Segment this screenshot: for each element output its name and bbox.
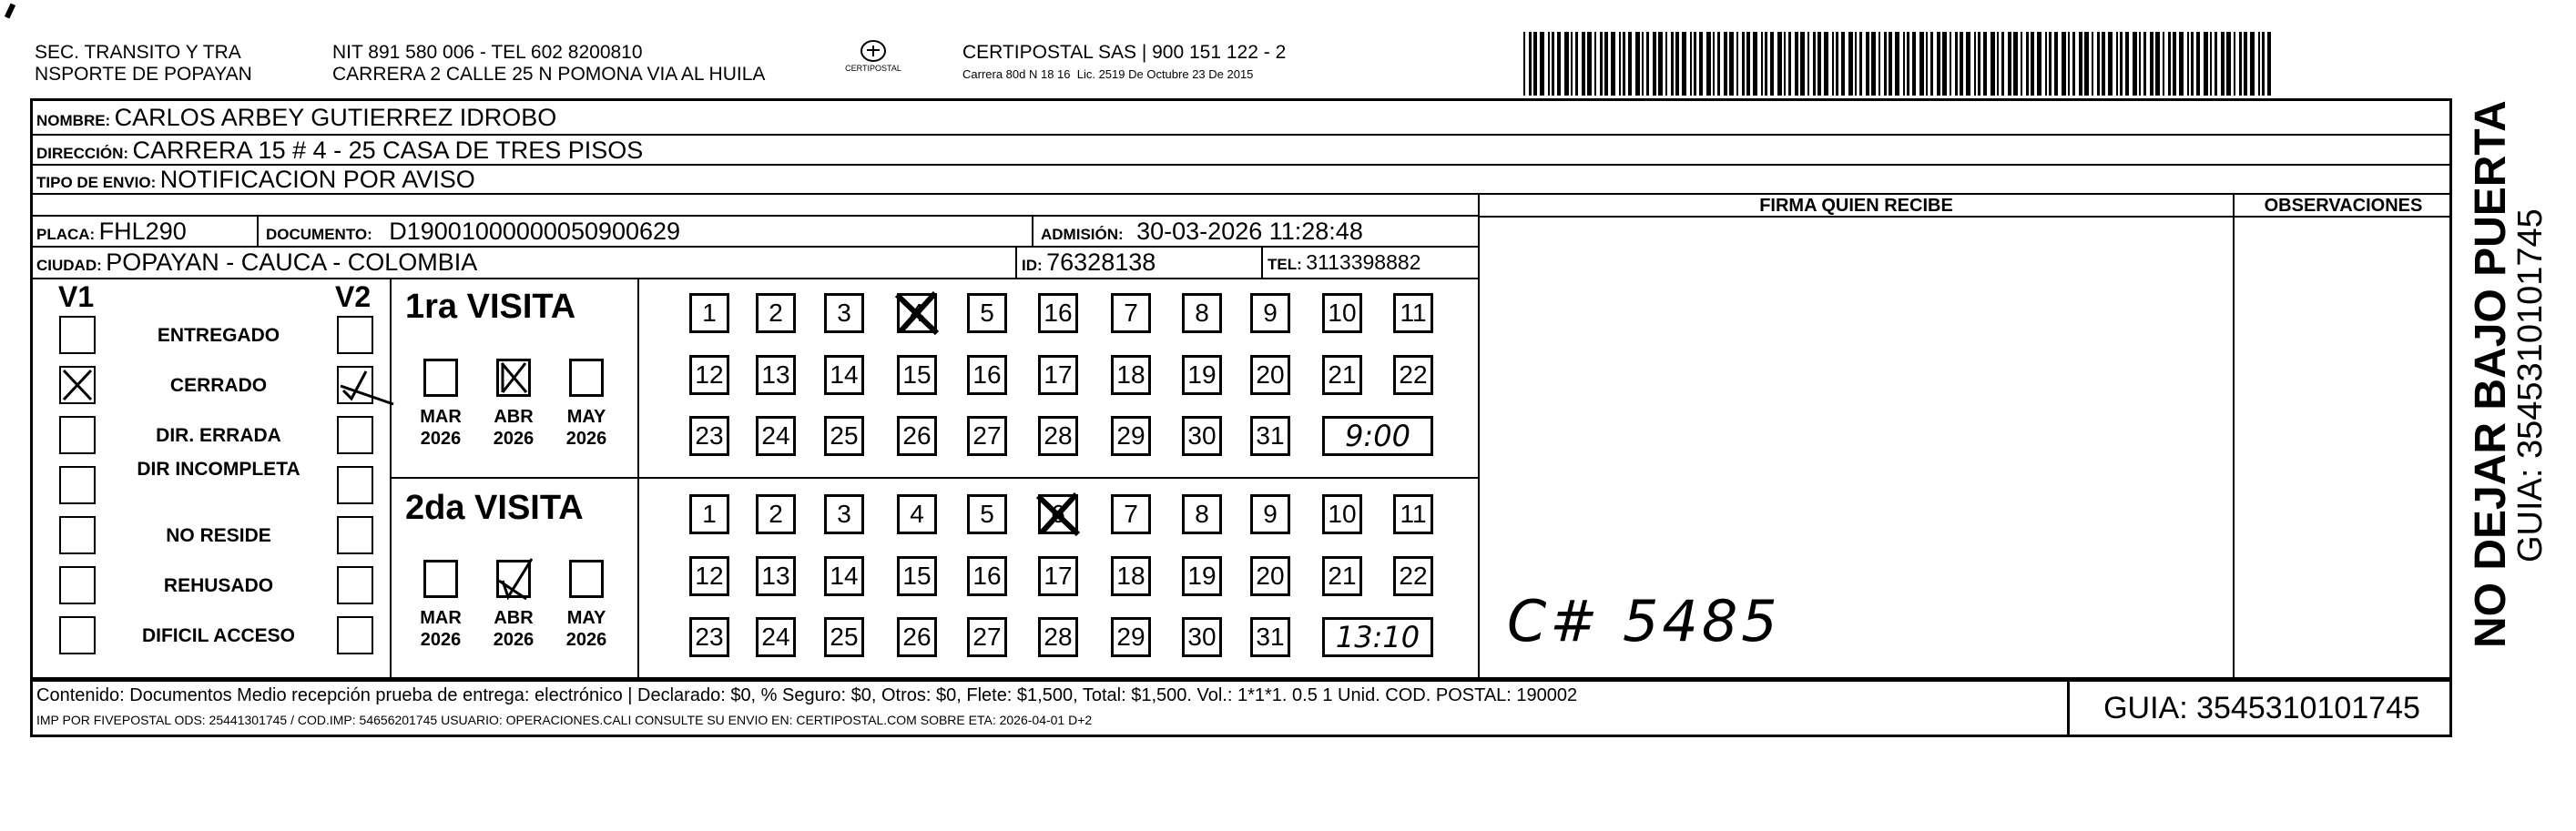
day-box[interactable]: 7: [1111, 494, 1151, 534]
company-line-2: Carrera 80d N 18 16 Lic. 2519 De Octubre 23 De 2015: [962, 67, 1254, 81]
status-label: NO RESIDE: [166, 525, 271, 546]
direccion-label: DIRECCIÓN:: [36, 145, 129, 162]
month-checkbox[interactable]: [569, 359, 604, 397]
v2-checkbox[interactable]: [337, 466, 373, 504]
day-box[interactable]: 8: [1182, 293, 1222, 333]
id-value: 76328138: [1046, 248, 1156, 276]
month-label: MAR: [420, 608, 462, 628]
year-label: 2026: [565, 429, 607, 449]
v2-label: V2: [335, 280, 372, 313]
corner-mark: [5, 3, 15, 18]
ciudad-value: POPAYAN - CAUCA - COLOMBIA: [106, 248, 478, 276]
logo-text: CERTIPOSTAL: [845, 64, 901, 73]
month-checkbox[interactable]: [569, 560, 604, 598]
nombre-label: NOMBRE:: [36, 112, 111, 129]
sender-line-1: SEC. TRANSITO Y TRA: [35, 42, 241, 63]
time-box[interactable]: 13:10: [1322, 617, 1433, 657]
day-box[interactable]: 11: [1393, 293, 1433, 333]
day-box[interactable]: 22: [1393, 355, 1433, 395]
month-label: MAR: [420, 407, 462, 427]
day-box[interactable]: 20: [1250, 556, 1290, 596]
day-box[interactable]: 16: [967, 355, 1007, 395]
month-checkbox[interactable]: [496, 359, 531, 397]
x-mark-icon: [499, 361, 528, 394]
month-checkbox[interactable]: [496, 560, 531, 598]
day-box[interactable]: 9: [1250, 494, 1290, 534]
v2-checkbox[interactable]: [337, 566, 373, 604]
day-box[interactable]: 10: [1322, 293, 1362, 333]
day-box[interactable]: 13: [756, 556, 796, 596]
direccion-value: CARRERA 15 # 4 - 25 CASA DE TRES PISOS: [132, 137, 644, 164]
day-box[interactable]: 18: [1111, 355, 1151, 395]
day-box[interactable]: 10: [1322, 494, 1362, 534]
day-box[interactable]: 7: [1111, 293, 1151, 333]
day-box[interactable]: 23: [689, 617, 729, 657]
day-box[interactable]: 27: [967, 416, 1007, 456]
day-box[interactable]: 18: [1111, 556, 1151, 596]
status-label: DIR. ERRADA: [156, 425, 281, 446]
day-box[interactable]: 25: [824, 617, 864, 657]
day-box[interactable]: 3: [824, 293, 864, 333]
day-box[interactable]: 5: [967, 494, 1007, 534]
nombre-value: CARLOS ARBEY GUTIERREZ IDROBO: [114, 104, 557, 131]
nit-line-2: CARRERA 2 CALLE 25 N POMONA VIA AL HUILA: [332, 64, 766, 85]
v2-checkbox[interactable]: [337, 366, 373, 404]
day-box[interactable]: 17: [1038, 355, 1078, 395]
ciudad-label: CIUDAD:: [36, 257, 102, 274]
day-box[interactable]: 8: [1182, 494, 1222, 534]
v2-checkbox[interactable]: [337, 616, 373, 654]
day-box[interactable]: 20: [1250, 355, 1290, 395]
v2-checkbox[interactable]: [337, 316, 373, 354]
day-box[interactable]: 29: [1111, 617, 1151, 657]
day-box[interactable]: 12: [689, 355, 729, 395]
day-box[interactable]: 17: [1038, 556, 1078, 596]
day-box[interactable]: 19: [1182, 556, 1222, 596]
year-label: 2026: [565, 630, 607, 650]
day-box[interactable]: 24: [756, 617, 796, 657]
day-box[interactable]: 30: [1182, 617, 1222, 657]
placa-label: PLACA:: [36, 226, 96, 243]
day-box[interactable]: 22: [1393, 556, 1433, 596]
nit-line-1: NIT 891 580 006 - TEL 602 8200810: [332, 42, 643, 63]
day-box[interactable]: 16: [1038, 293, 1078, 333]
day-box[interactable]: 6: [1038, 494, 1078, 534]
admision-value: 30-03-2026 11:28:48: [1136, 218, 1363, 245]
day-box[interactable]: 1: [689, 494, 729, 534]
time-box[interactable]: 9:00: [1322, 416, 1433, 456]
year-label: 2026: [493, 630, 535, 650]
tel-label: TEL:: [1268, 256, 1302, 273]
day-box[interactable]: 19: [1182, 355, 1222, 395]
day-box[interactable]: 21: [1322, 556, 1362, 596]
v2-checkbox[interactable]: [337, 516, 373, 554]
status-label: DIR INCOMPLETA: [137, 459, 300, 480]
day-box[interactable]: 29: [1111, 416, 1151, 456]
footer-guia: GUIA: 3545310101745: [2103, 691, 2420, 725]
status-label: REHUSADO: [163, 575, 274, 596]
day-box[interactable]: 26: [897, 416, 937, 456]
month-label: ABR: [494, 608, 534, 628]
month-checkbox[interactable]: [423, 359, 458, 397]
v1-checkbox[interactable]: [59, 466, 96, 504]
v1-label: V1: [58, 280, 95, 313]
id-label: ID:: [1022, 257, 1043, 274]
visit-title: 2da VISITA: [405, 489, 584, 527]
month-checkbox[interactable]: [423, 560, 458, 598]
documento-label: DOCUMENTO:: [266, 226, 372, 243]
year-label: 2026: [420, 429, 462, 449]
day-box[interactable]: 27: [967, 617, 1007, 657]
day-box[interactable]: 3: [824, 494, 864, 534]
month-label: MAY: [566, 407, 606, 427]
barcode: [1523, 32, 2272, 96]
day-box[interactable]: 21: [1322, 355, 1362, 395]
day-box[interactable]: 15: [897, 355, 937, 395]
visit-title: 1ra VISITA: [405, 288, 576, 326]
day-box[interactable]: 15: [897, 556, 937, 596]
observaciones-label: OBSERVACIONES: [2264, 196, 2423, 216]
tipo-label: TIPO DE ENVIO:: [36, 174, 157, 191]
tel-value: 3113398882: [1306, 250, 1421, 274]
day-box[interactable]: 2: [756, 494, 796, 534]
day-box[interactable]: 14: [824, 556, 864, 596]
day-box[interactable]: 4: [897, 293, 937, 333]
day-box[interactable]: 12: [689, 556, 729, 596]
day-box[interactable]: 2: [756, 293, 796, 333]
placa-value: FHL290: [98, 218, 187, 245]
day-box[interactable]: 28: [1038, 617, 1078, 657]
v1-checkbox[interactable]: [59, 566, 96, 604]
month-label: ABR: [494, 407, 534, 427]
v1-checkbox[interactable]: [59, 366, 96, 404]
day-box[interactable]: 23: [689, 416, 729, 456]
footer-line-2: IMP POR FIVEPOSTAL ODS: 25441301745 / COD.IMP: 54656201745 USUARIO: OPERACIONES.CALI CONSULTE SU ENVIO EN: CERTIPOSTAL.COM SOBRE ETA: 2026-04-01 D+2: [36, 713, 1093, 727]
vertical-warning: NO DEJAR BAJO PUERTA: [2467, 100, 2515, 648]
day-box[interactable]: 14: [824, 355, 864, 395]
day-box[interactable]: 31: [1250, 617, 1290, 657]
vertical-guia: GUIA: 3545310101745: [2511, 208, 2550, 562]
footer-line-1: Contenido: Documentos Medio recepción prueba de entrega: electrónico | Declarado: $0, % Seguro: $0, Otros: $0, Flete: $1,500, Total: $1,500. Vol.: 1*1*1. 0.5 1 Unid. COD. POSTAL: 190002: [36, 685, 1578, 705]
v1-checkbox[interactable]: [59, 616, 96, 654]
day-box[interactable]: 26: [897, 617, 937, 657]
day-box[interactable]: 4: [897, 494, 937, 534]
status-label: CERRADO: [169, 375, 268, 396]
handwritten-note: C# 5485: [1507, 588, 1781, 654]
x-mark-icon: [499, 562, 539, 601]
day-box[interactable]: 31: [1250, 416, 1290, 456]
month-label: MAY: [566, 608, 606, 628]
day-box[interactable]: 11: [1393, 494, 1433, 534]
sender-line-2: NSPORTE DE POPAYAN: [35, 64, 252, 85]
status-label: ENTREGADO: [157, 325, 280, 346]
day-box[interactable]: 9: [1250, 293, 1290, 333]
day-box[interactable]: 24: [756, 416, 796, 456]
status-label: DIFICIL ACCESO: [141, 625, 295, 646]
check-mark-icon: [339, 368, 402, 408]
v2-checkbox[interactable]: [337, 416, 373, 454]
documento-value: D19001000000050900629: [389, 218, 681, 245]
day-box[interactable]: 16: [967, 556, 1007, 596]
admision-label: ADMISIÓN:: [1041, 226, 1124, 243]
day-box[interactable]: 25: [824, 416, 864, 456]
day-box[interactable]: 30: [1182, 416, 1222, 456]
day-box[interactable]: 5: [967, 293, 1007, 333]
v1-checkbox[interactable]: [59, 516, 96, 554]
year-label: 2026: [493, 429, 535, 449]
firma-label: FIRMA QUIEN RECIBE: [1759, 196, 1953, 216]
tipo-value: NOTIFICACION POR AVISO: [159, 166, 475, 193]
day-box[interactable]: 1: [689, 293, 729, 333]
day-box[interactable]: 13: [756, 355, 796, 395]
v1-checkbox[interactable]: [59, 316, 96, 354]
year-label: 2026: [420, 630, 462, 650]
company-line-1: CERTIPOSTAL SAS | 900 151 122 - 2: [962, 42, 1287, 63]
day-box[interactable]: 28: [1038, 416, 1078, 456]
x-mark-icon: [61, 368, 94, 402]
v1-checkbox[interactable]: [59, 416, 96, 454]
